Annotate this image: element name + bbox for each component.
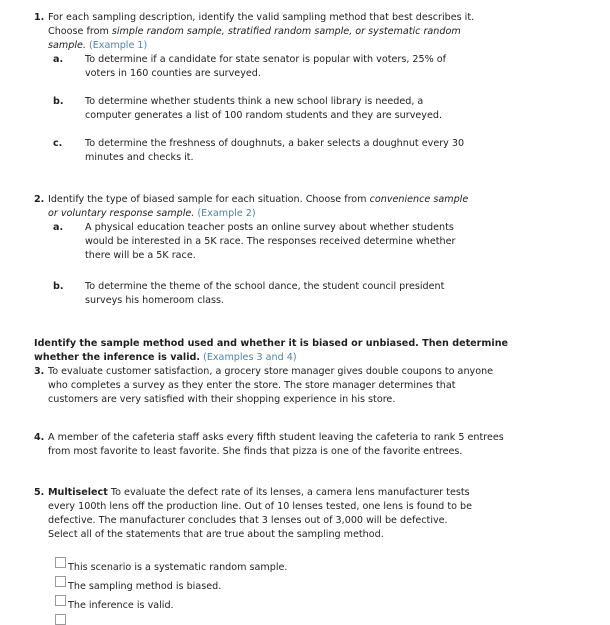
q2-stem-text: Identify the type of biased sample for each situation. Choose from [48,194,367,205]
q5-line3: defective. The manufacturer concludes that 3 lenses out of 3,000 will be defective. [48,515,448,526]
q2b-line2: surveys his homeroom class. [85,295,225,306]
q5-number: 5. [34,487,45,498]
q1c-line1: To determine the freshness of doughnuts, a baker selects a doughnut every 30 [85,138,465,149]
q1b-letter: b. [53,96,64,107]
q1-stem-line2 [48,25,461,39]
q5-option-3-label: The inference is valid. [68,600,174,611]
q1b-line1: To determine whether students think a new school library is needed, a [85,96,424,107]
q5-option-1-checkbox[interactable] [55,557,66,568]
q2b-letter: b. [53,281,64,292]
section-instruction-bold: whether the inference is valid. [34,352,201,363]
q5-line4: Select all of the statements that are true about the sampling method. [48,529,384,540]
q3-line1: To evaluate customer satisfaction, a grocery store manager gives double coupons to anyone [48,366,494,377]
q1-number: 1. [34,12,45,23]
q1a-line2: voters in 160 counties are surveyed. [85,68,261,79]
q5-option-3-checkbox[interactable] [55,595,66,606]
q5-line1 [48,486,470,500]
q4-line1: A member of the cafeteria staff asks every fifth student leaving the cafeteria to rank 5 entrees [48,432,504,443]
q4-number: 4. [34,432,45,443]
q2a-line2: would be interested in a 5K race. The responses received determine whether [85,236,456,247]
q5-option-1-label: This scenario is a systematic random sample. [68,562,288,573]
q2-example-link[interactable]: (Example 2) [197,208,256,219]
q5-option-2-label: The sampling method is biased. [68,581,222,592]
q1c-line2: minutes and checks it. [85,152,194,163]
q2a-line3: there will be a 5K race. [85,250,196,261]
q2-stem-voluntary: or voluntary response sample. [48,208,195,219]
q2a-letter: a. [53,222,64,233]
q1-stem-options: simple random sample, stratified random sample, or systematic random [111,26,461,37]
q2-stem-line1 [48,193,468,207]
q3-line2: who completes a survey as they enter the store. The store manager determines that [48,380,456,391]
q1-stem-choose: Choose from [48,26,109,37]
q5-option-2-checkbox[interactable] [55,576,66,587]
q2-number: 2. [34,194,45,205]
section-instruction-line2 [34,351,297,365]
q1-stem-sample: sample. [48,40,86,51]
q5-multiselect-label: Multiselect [48,487,108,498]
q1b-line2: computer generates a list of 100 random students and they are surveyed. [85,110,442,121]
q1-example-link[interactable]: (Example 1) [89,40,148,51]
q5-line2: every 100th lens off the production line. Out of 10 lenses tested, one lens is found to be [48,501,472,512]
q1-stem-line3 [48,39,147,53]
q2-stem-convenience: convenience sample [369,194,469,205]
q4-line2: from most favorite to least favorite. She finds that pizza is one of the favorite entrees. [48,446,463,457]
q1a-letter: a. [53,54,64,65]
q1a-line1: To determine if a candidate for state senator is popular with voters, 25% of [85,54,447,65]
q2-stem-line2 [48,207,256,221]
q3-line3: customers are very satisfied with their shopping experience in his store. [48,394,396,405]
q1c-letter: c. [53,138,63,149]
q2a-line1: A physical education teacher posts an online survey about whether students [85,222,454,233]
q1-stem-line1: For each sampling description, identify the valid sampling method that best describes it. [48,12,475,23]
section-instruction-line1: Identify the sample method used and whether it is biased or unbiased. Then determine [34,338,509,349]
q2b-line1: To determine the theme of the school dance, the student council president [85,281,445,292]
q5-line1-text: To evaluate the defect rate of its lenses, a camera lens manufacturer tests [110,487,470,498]
section-example-link[interactable]: (Examples 3 and 4) [203,352,297,363]
q3-number: 3. [34,366,45,377]
